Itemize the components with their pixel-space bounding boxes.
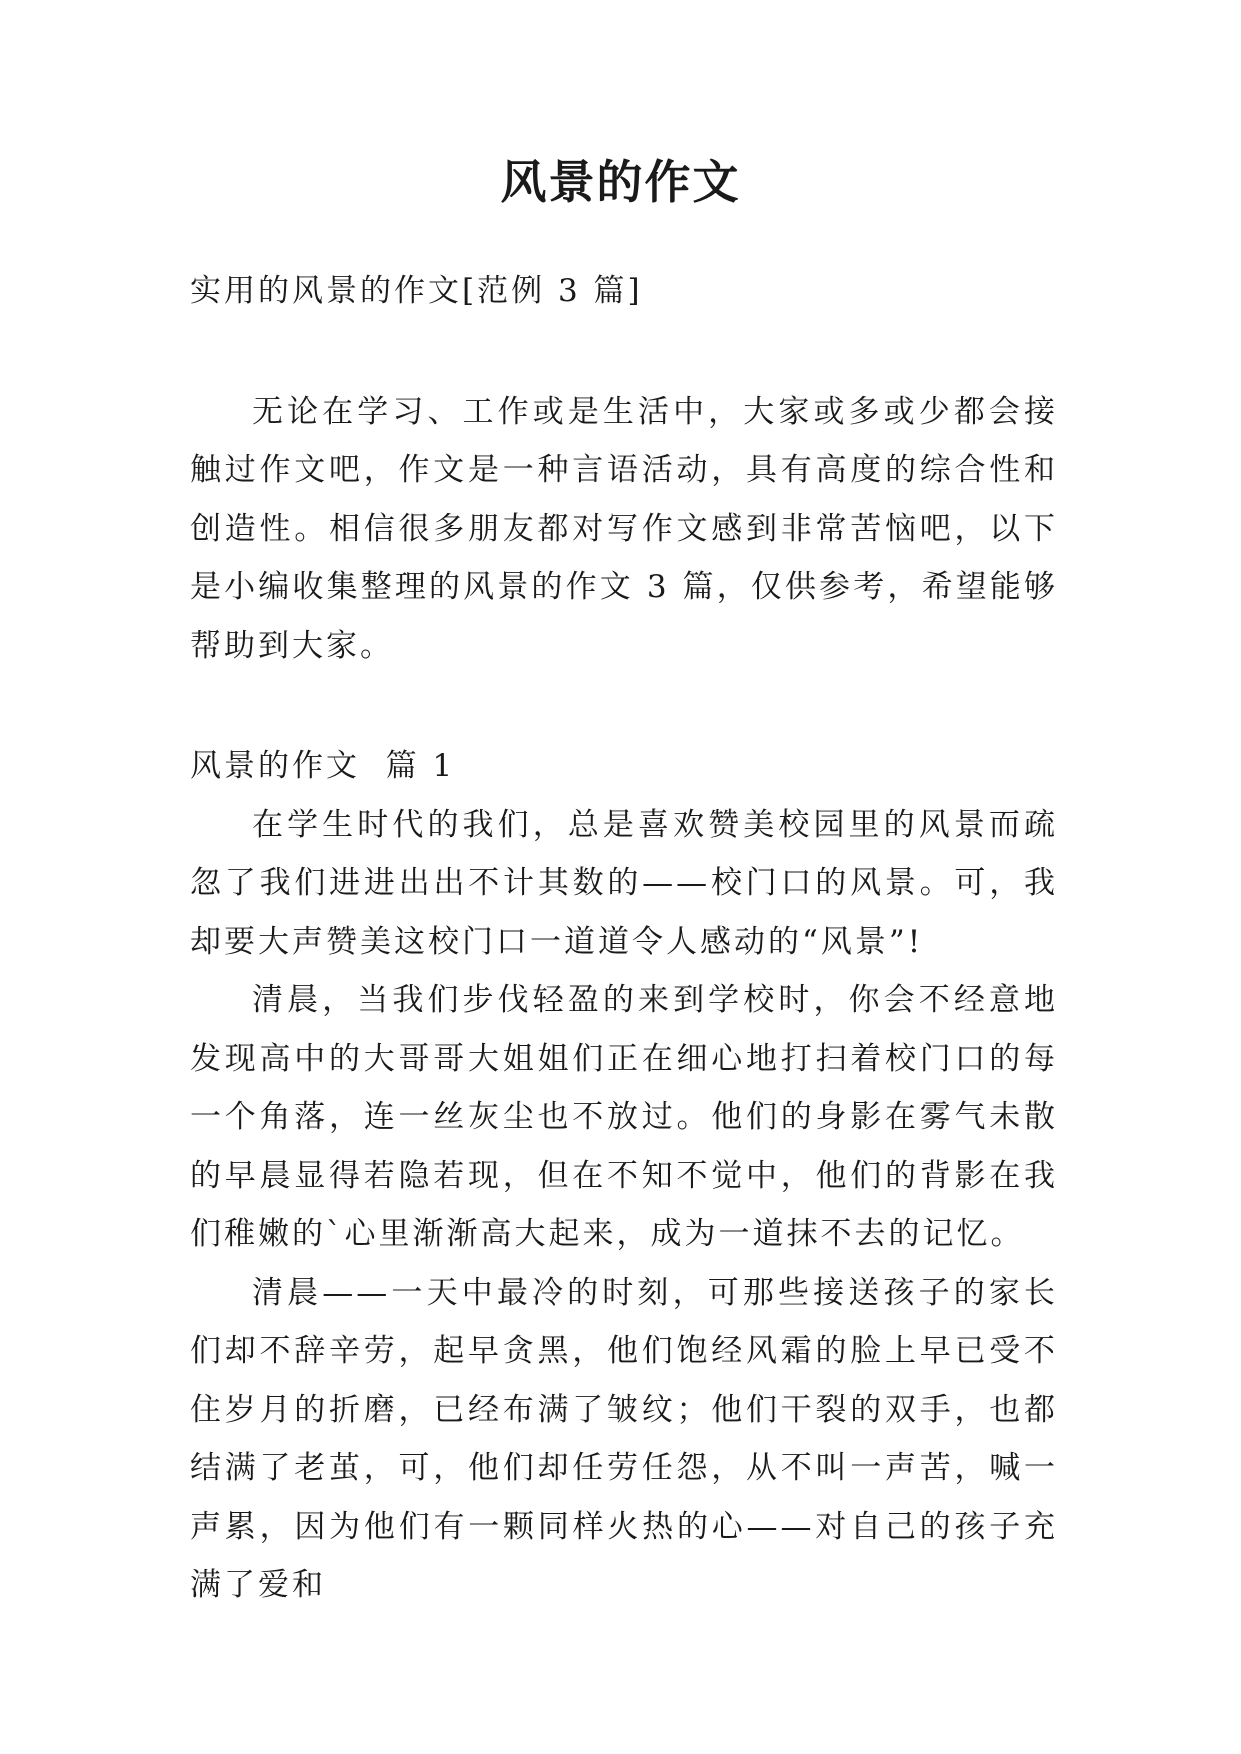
body-paragraph-1: 在学生时代的我们，总是喜欢赞美校园里的风景而疏忽了我们进进出出不计其数的——校门口的风景。可，我却要大声赞美这校门口一道道令人感动的“风景”!	[190, 806, 1058, 960]
body-paragraph-2: 清晨，当我们步伐轻盈的来到学校时，你会不经意地发现高中的大哥哥大姐姐们正在细心地打扫着校门口的每一个角落，连一丝灰尘也不放过。他们的身影在雾气未散的早晨显得若隐若现，但在不知不觉中，他们的背影在我们稚嫩的`心里渐渐高大起来，成为一道抹不去的记忆。	[190, 982, 1058, 1252]
document-title: 风景的作文	[500, 155, 741, 209]
intro-paragraph: 无论在学习、工作或是生活中，大家或多或少都会接触过作文吧，作文是一种言语活动，具有高度的综合性和创造性。相信很多朋友都对写作文感到非常苦恼吧，以下是小编收集整理的风景的作文 3 篇，仅供参考，希望能够帮助到大家。	[190, 393, 1058, 664]
section-heading: 风景的作文 篇 1	[190, 748, 456, 784]
body-paragraph-3: 清晨——一天中最冷的时刻，可那些接送孩子的家长们却不辞辛劳，起早贪黑，他们饱经风霜的脸上早已受不住岁月的折磨，已经布满了皱纹；他们干裂的双手，也都结满了老茧，可，他们却任劳任怨，从不叫一声苦，喊一声累，因为他们有一颗同样火热的心——对自己的孩子充满了爱和	[190, 1274, 1058, 1603]
document-subtitle: 实用的风景的作文[范例 3 篇]	[190, 273, 643, 309]
document-body	[190, 262, 1058, 1615]
